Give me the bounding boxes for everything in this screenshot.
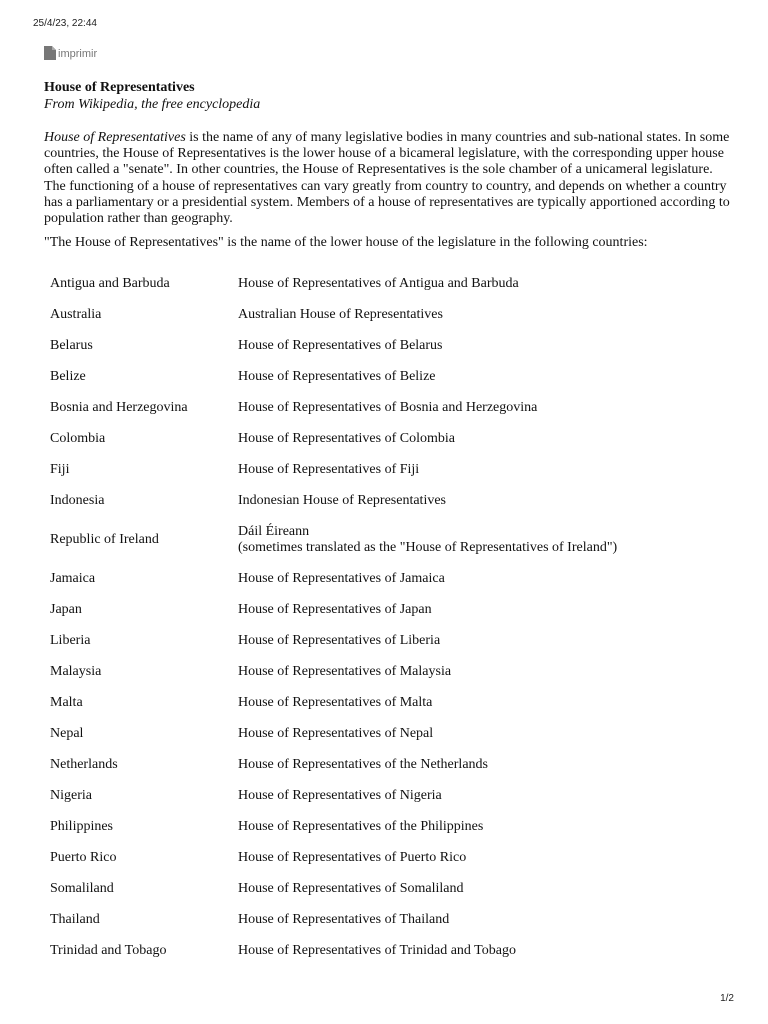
country-cell: Nigeria bbox=[50, 787, 92, 803]
table-row bbox=[44, 873, 623, 904]
chamber-cell: House of Representatives of Nigeria bbox=[238, 787, 442, 803]
chamber-cell: House of Representatives of Japan bbox=[238, 601, 432, 617]
chamber-cell: House of Representatives of Malaysia bbox=[238, 663, 452, 679]
country-cell: Belize bbox=[50, 368, 86, 384]
chamber-cell: House of Representatives of Somaliland bbox=[238, 880, 464, 896]
print-label: imprimir bbox=[58, 48, 98, 60]
countries-table bbox=[44, 268, 623, 966]
chamber-cell: House of Representatives of Colombia bbox=[238, 430, 455, 446]
chamber-cell: House of Representatives of Belize bbox=[238, 368, 436, 384]
table-row bbox=[44, 749, 623, 780]
country-cell: Australia bbox=[50, 306, 102, 322]
chamber-cell: House of Representatives of Puerto Rico bbox=[238, 849, 467, 865]
country-cell: Jamaica bbox=[50, 570, 96, 586]
article-title: House of Representatives bbox=[44, 80, 195, 95]
country-cell: Malta bbox=[50, 694, 83, 710]
chamber-cell bbox=[232, 516, 623, 563]
country-cell: Antigua and Barbuda bbox=[50, 275, 170, 291]
table-row bbox=[44, 904, 623, 935]
article-subtitle: From Wikipedia, the free encyclopedia bbox=[44, 97, 261, 112]
table-row bbox=[44, 687, 623, 718]
table-row bbox=[44, 330, 623, 361]
chamber-cell: House of Representatives of Thailand bbox=[238, 911, 450, 927]
country-cell: Colombia bbox=[50, 430, 106, 446]
page-number: 1/2 bbox=[720, 993, 734, 1004]
country-cell: Philippines bbox=[50, 818, 114, 834]
table-row bbox=[44, 516, 623, 563]
chamber-cell: House of Representatives of Antigua and Barbuda bbox=[238, 275, 519, 291]
country-cell: Puerto Rico bbox=[50, 849, 117, 865]
chamber-cell: House of Representatives of Nepal bbox=[238, 725, 434, 741]
table-row bbox=[44, 563, 623, 594]
country-cell: Liberia bbox=[50, 632, 91, 648]
table-row bbox=[44, 625, 623, 656]
intro-text: is the name of any of many legislative bodies in many countries and sub-national states. In some countries, the House of Representatives is the lower house of a bicameral legislature, with the corresponding upper house often called a "senate". In other countries, the House of Representatives is the sole chamber of a unicameral legislature. The functioning of a house of representatives can vary greatly from country to country, and depends on whether a country has a parliamentary or a presidential system. Members of a house of representatives are typically apportioned according to population rather than geography. bbox=[44, 130, 730, 227]
chamber-name: Dáil Éireann bbox=[238, 523, 310, 539]
table-row bbox=[44, 299, 623, 330]
table-row bbox=[44, 268, 623, 299]
chamber-cell: House of Representatives of Belarus bbox=[238, 337, 443, 353]
country-cell: Thailand bbox=[50, 911, 100, 927]
table-row bbox=[44, 842, 623, 873]
table-row bbox=[44, 780, 623, 811]
chamber-cell: House of Representatives of Trinidad and Tobago bbox=[238, 942, 516, 958]
intro-paragraph bbox=[44, 130, 734, 227]
table-row bbox=[44, 935, 623, 966]
chamber-cell: Australian House of Representatives bbox=[238, 306, 443, 322]
chamber-cell: House of Representatives of the Philippines bbox=[238, 818, 484, 834]
chamber-cell: House of Representatives of Bosnia and Herzegovina bbox=[238, 399, 538, 415]
country-cell: Netherlands bbox=[50, 756, 118, 772]
print-link[interactable] bbox=[44, 46, 97, 60]
document-icon bbox=[44, 46, 56, 60]
country-cell: Somaliland bbox=[50, 880, 114, 896]
chamber-cell: House of Representatives of the Netherlands bbox=[238, 756, 488, 772]
table-row bbox=[44, 656, 623, 687]
table-row bbox=[44, 392, 623, 423]
chamber-cell: Indonesian House of Representatives bbox=[238, 492, 446, 508]
table-row bbox=[44, 718, 623, 749]
country-cell: Belarus bbox=[50, 337, 93, 353]
list-intro: "The House of Representatives" is the name of the lower house of the legislature in the following countries: bbox=[44, 235, 648, 250]
chamber-cell: House of Representatives of Jamaica bbox=[238, 570, 445, 586]
country-cell: Trinidad and Tobago bbox=[50, 942, 167, 958]
table-row bbox=[44, 423, 623, 454]
country-cell: Bosnia and Herzegovina bbox=[50, 399, 188, 415]
country-cell: Indonesia bbox=[50, 492, 105, 508]
chamber-cell: House of Representatives of Fiji bbox=[238, 461, 420, 477]
table-row bbox=[44, 485, 623, 516]
table-row bbox=[44, 361, 623, 392]
table-row bbox=[44, 594, 623, 625]
table-row bbox=[44, 811, 623, 842]
country-cell: Japan bbox=[50, 601, 82, 617]
table-row bbox=[44, 454, 623, 485]
country-cell: Malaysia bbox=[50, 663, 102, 679]
chamber-note: (sometimes translated as the "House of Representatives of Ireland") bbox=[238, 539, 618, 555]
print-datetime: 25/4/23, 22:44 bbox=[33, 18, 97, 29]
country-cell: Republic of Ireland bbox=[50, 531, 159, 547]
intro-term: House of Representatives bbox=[44, 130, 186, 145]
country-cell: Fiji bbox=[50, 461, 70, 477]
chamber-cell: House of Representatives of Liberia bbox=[238, 632, 441, 648]
chamber-cell: House of Representatives of Malta bbox=[238, 694, 433, 710]
country-cell: Nepal bbox=[50, 725, 84, 741]
